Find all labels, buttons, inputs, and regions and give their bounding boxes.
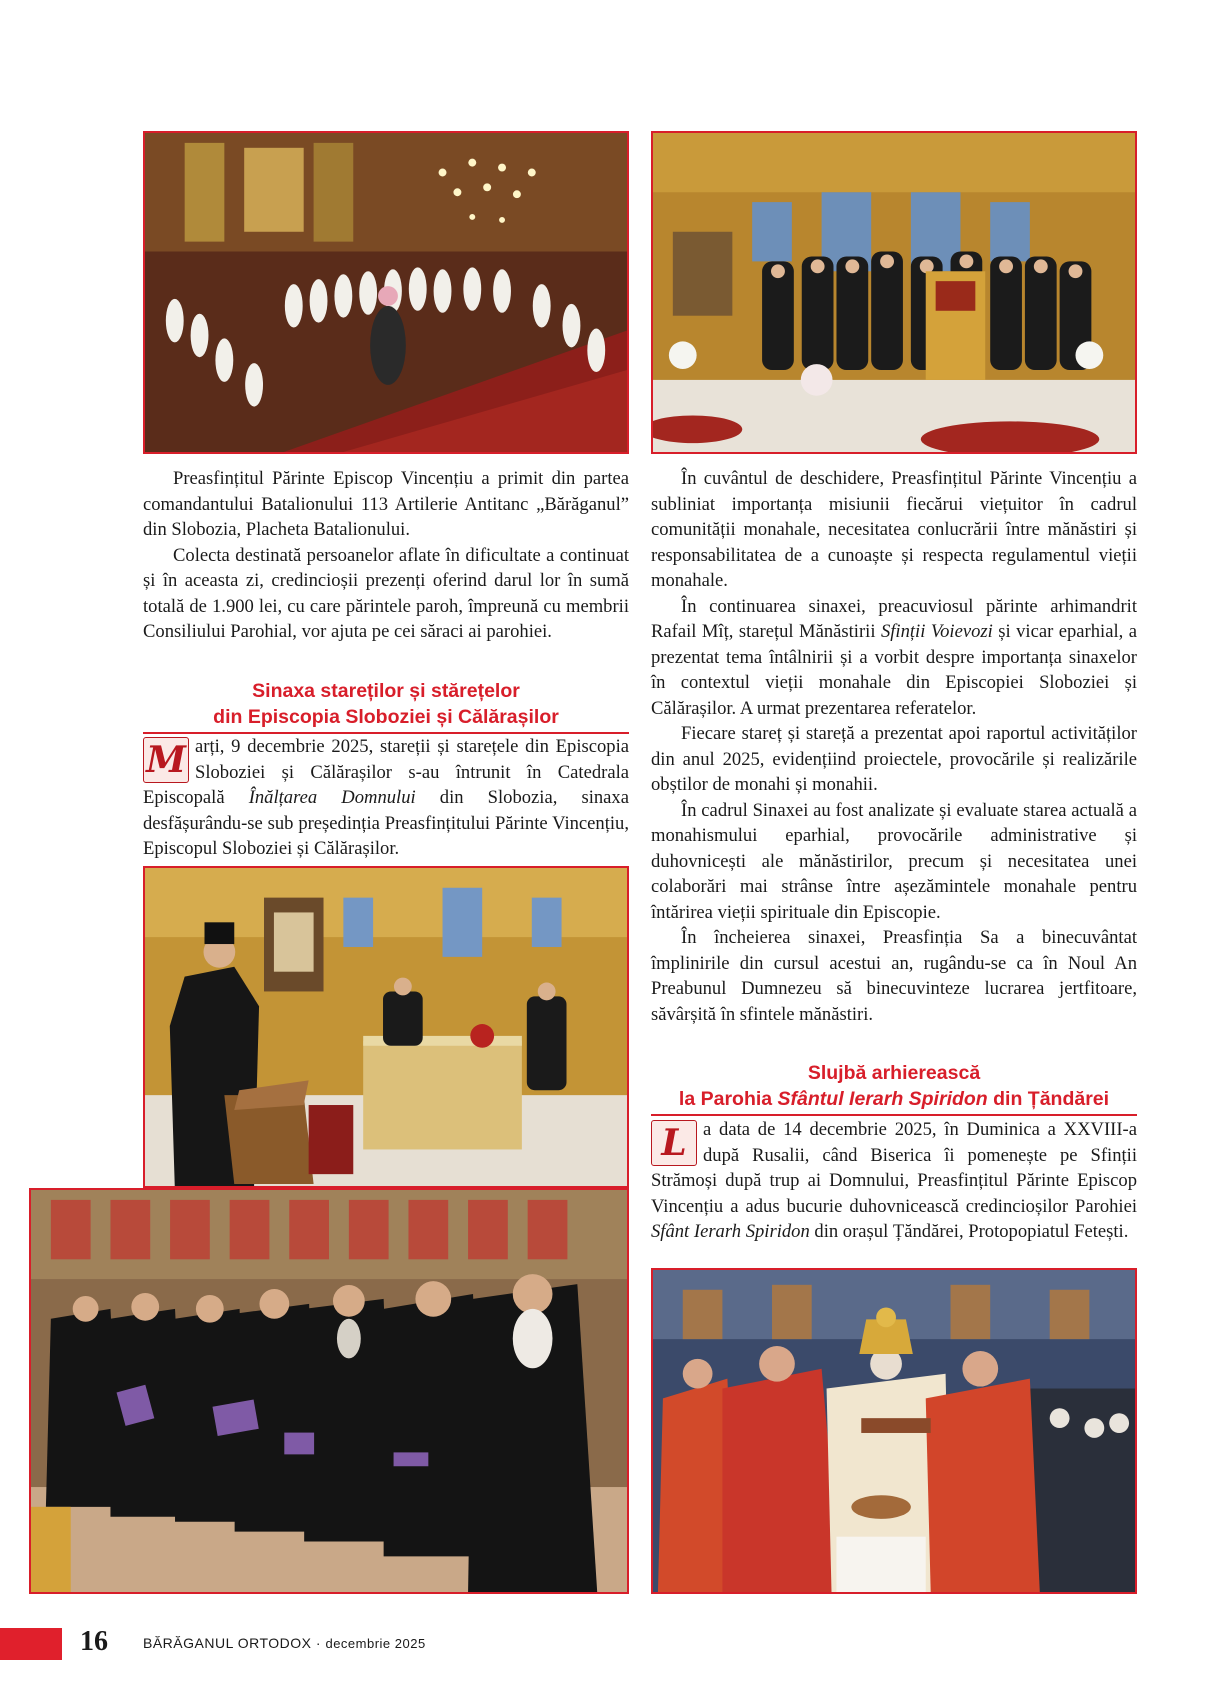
- page-number: 16: [80, 1626, 108, 1657]
- photo-children-choir: [143, 131, 629, 454]
- photo-monastics-group: [651, 131, 1137, 454]
- photo-bishop-liturgy: [651, 1268, 1137, 1594]
- sinaxa-text-b: din Slobozia, sinaxa desfășurându-se sub președinția Preasfințitului Părinte Vincențiu, Episcopul Sloboziei și Călărașilor.: [143, 787, 629, 859]
- paragraph-incheiere: În încheierea sinaxei, Preasfinția Sa a binecuvântat împlinirile din cursul acestui an, rugându-se ca în Noul An Preabunul Dumnezeu să binecuvinteze lucrarea jertfitoare, săvârșită în sfintele mănăstiri.: [651, 927, 1137, 1025]
- dropcap-l: L: [651, 1120, 697, 1166]
- heading-slujba-line1: Slujbă arhierească: [807, 1062, 981, 1084]
- heading-slujba: [651, 1060, 1137, 1116]
- photo-sinaxa-speaker: [143, 866, 629, 1188]
- sinaxa-intro: [143, 734, 629, 862]
- footer-separator: ·: [311, 1635, 326, 1651]
- paragraph-slujba-intro: [651, 1117, 1137, 1245]
- publication-name: BĂRĂGANUL ORTODOX: [143, 1635, 312, 1651]
- paragraph-analiza: În cadrul Sinaxei au fost analizate și evaluate starea actuală a monahismului eparhial, provocările administrative și duhovnicești ale mănăstirilor, precum și necesitatea unei colaborări mai strânse între așezămintele monahale pentru întărirea vieții spirituale din Episcopie.: [651, 799, 1137, 923]
- slujba-text-b: din orașul Țăndărei, Protopopiatul Fetești.: [809, 1221, 1129, 1242]
- sinaxa-details: [651, 466, 1137, 1027]
- sinaxa-text-em: Înălțarea Domnului: [248, 787, 416, 808]
- footer-red-bar: [0, 1628, 62, 1660]
- heading-slujba-post: din Țăndărei: [987, 1088, 1110, 1110]
- dropcap-m: M: [143, 737, 189, 783]
- slujba-intro: [651, 1117, 1137, 1245]
- intro-paragraphs: [143, 466, 629, 645]
- slujba-text-a: a data de 14 decembrie 2025, în Duminica a XXVIII-a după Rusalii, când Biserica îi pomenește pe Sfinții Strămoși după trup ai Domnului, Preasfințitul Părinte Episcop Vincențiu a adus bucurie duhovnicească credincioșilor Parohiei: [651, 1119, 1137, 1217]
- p2-b: și vicar eparhial, a prezentat tema întâlnirii și a vorbit despre importanța sinaxelor în contextul vieții monahale din Episcopiei Sloboziei și Călărașilor. A urmat prezentarea referatelor.: [651, 621, 1137, 719]
- heading-sinaxa-line1: Sinaxa stareților și stărețelor: [252, 680, 520, 702]
- paragraph-cuvant-deschidere: În cuvântul de deschidere, Preasfințitul Părinte Vincențiu a subliniat importanța misiunii fiecărui viețuitor în cadrul comunității monahale, necesitatea conlucrării între mănăstiri și responsabilitatea de a cunoaște și respecta regulamentul vieții monahale.: [651, 468, 1137, 591]
- heading-sinaxa-line2: din Episcopia Sloboziei și Călărașilor: [213, 706, 559, 728]
- footer-publication: [143, 1635, 426, 1651]
- paragraph-raport: Fiecare stareț și stareță a prezentat apoi raportul activităților din anul 2025, evidențiind proiectele, provocările și realizările obștilor de monahi și monahii.: [651, 723, 1137, 795]
- heading-sinaxa: [143, 678, 629, 734]
- paragraph-sinaxa-intro: [143, 734, 629, 862]
- sinaxa-text-a: arți, 9 decembrie 2025, stareții și starețele din Episcopia Sloboziei și Călărașilor s-au întrunit în Catedrala Episcopală: [143, 736, 629, 808]
- p2-em: Sfinții Voievozi: [880, 621, 993, 642]
- publication-date: decembrie 2025: [325, 1636, 426, 1651]
- paragraph-placheta: Preasfințitul Părinte Episcop Vincențiu a primit din partea comandantului Batalionului 113 Artilerie Antitanc „Bărăganul” din Slobozia, Placheta Batalionului.: [143, 468, 629, 540]
- heading-slujba-pre: la Parohia: [678, 1088, 778, 1110]
- paragraph-rafail-mit: [651, 594, 1137, 722]
- heading-slujba-line2: [651, 1086, 1137, 1112]
- paragraph-colecta: Colecta destinată persoanelor aflate în dificultate a continuat și în aceasta zi, credincioșii prezenți oferind darul lor în sumă totală de 1.900 lei, cu care părintele paroh, împreună cu membrii Consiliului Parohial, vor ajuta pe cei săraci ai parohiei.: [143, 544, 629, 642]
- photo-seated-monastics: [29, 1188, 629, 1594]
- p2-a: În continuarea sinaxei, preacuviosul părinte arhimandrit Rafail Mîț, starețul Mănăstirii: [651, 595, 1137, 642]
- slujba-text-em: Sfânt Ierarh Spiridon: [651, 1221, 810, 1242]
- heading-slujba-em: Sfântul Ierarh Spiridon: [777, 1088, 988, 1110]
